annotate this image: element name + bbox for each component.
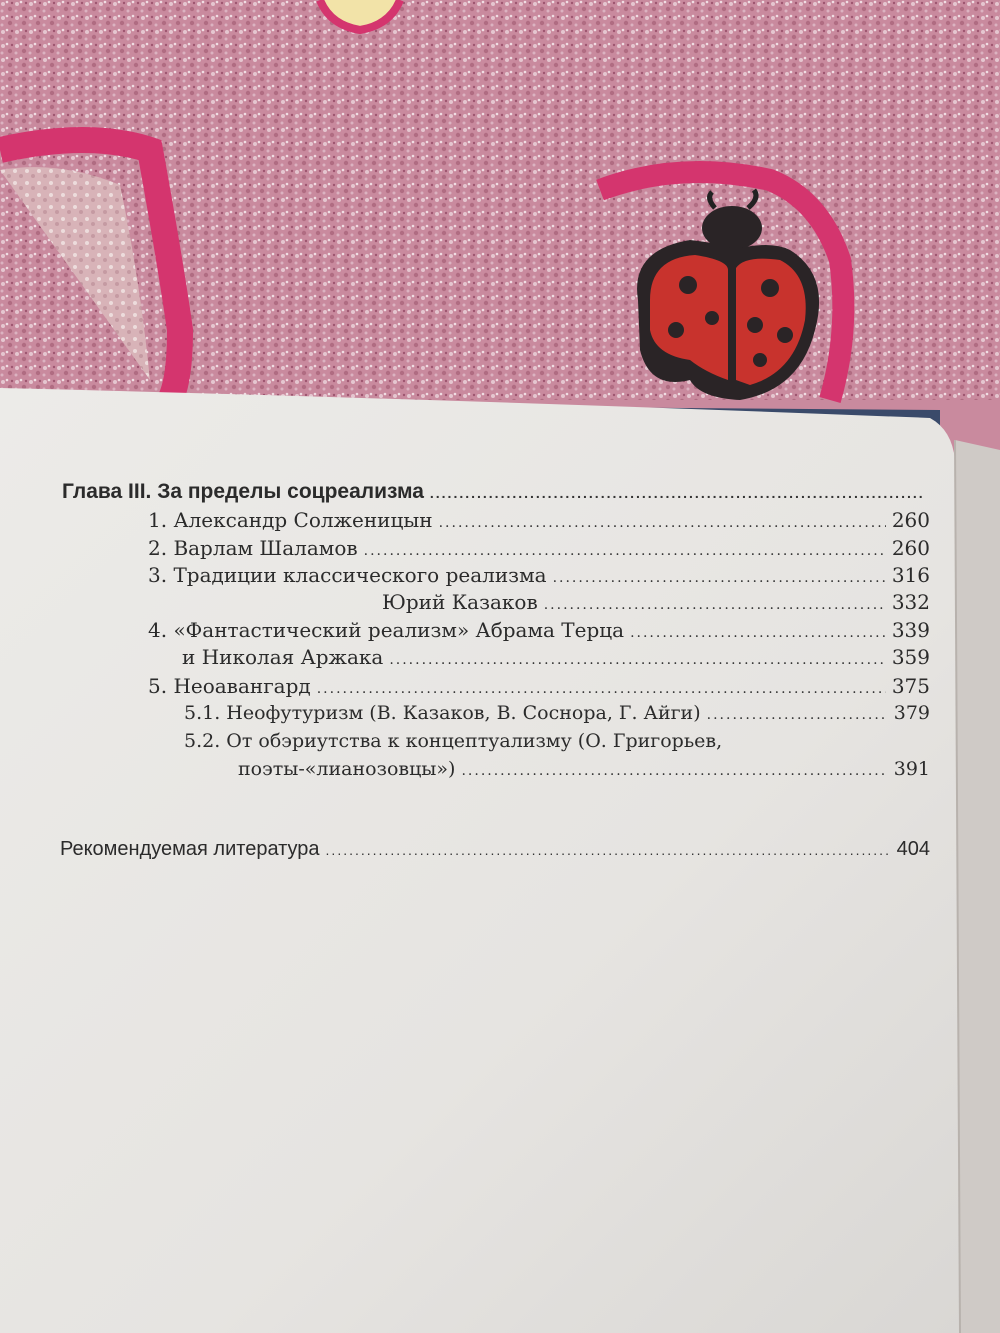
toc-item-page: 375 (891, 674, 930, 698)
toc-item (148, 563, 930, 587)
toc-item-label: 3. Традиции классического реализма (148, 563, 547, 587)
toc-item-page: 260 (891, 508, 930, 532)
toc-item (148, 674, 930, 698)
toc-item (148, 508, 930, 532)
toc-item-label: 5.2. От обэриутства к концептуализму (О. Григорьев, (184, 730, 723, 752)
toc-leader (707, 707, 888, 723)
toc-item-label: 5. Неоавангард (148, 674, 311, 698)
toc-leader (317, 681, 886, 697)
toc-item-label: 1. Александр Солженицын (148, 508, 433, 532)
toc-item-page: 359 (891, 645, 930, 669)
toc-leader (430, 485, 922, 501)
toc-leader (544, 597, 886, 613)
toc-item (184, 730, 930, 752)
toc-item (182, 645, 930, 669)
toc-item (184, 702, 930, 724)
toc-leader (553, 570, 886, 586)
toc-leader (461, 763, 887, 779)
toc-item-page: 379 (893, 702, 930, 724)
toc-item-label: 4. «Фантастический реализм» Абрама Терца (148, 618, 625, 642)
toc-chapter (62, 480, 928, 504)
toc-item-label: Юрий Казаков (382, 590, 538, 614)
toc-leader (630, 625, 886, 641)
toc-recommended (60, 838, 930, 861)
toc-item-page: 332 (891, 590, 930, 614)
toc-item (148, 618, 930, 642)
toc-recommended-label: Рекомендуемая литература (60, 838, 320, 860)
toc-item-page: 339 (891, 618, 930, 642)
toc-recommended-page: 404 (896, 838, 930, 860)
toc-item-page: 260 (891, 536, 930, 560)
toc-item-label: 5.1. Неофутуризм (В. Казаков, В. Соснора, Г. Айги) (184, 702, 701, 724)
toc-item (382, 590, 930, 614)
toc-item-page: 316 (891, 563, 930, 587)
toc-item-page: 391 (893, 758, 930, 780)
toc-item (238, 758, 930, 780)
toc-item-label: 2. Варлам Шаламов (148, 536, 358, 560)
toc-item-label: и Николая Аржака (182, 645, 384, 669)
toc-leader (326, 842, 891, 858)
toc-chapter-label: Глава III. За пределы соцреализма (62, 480, 424, 503)
toc-item (148, 536, 930, 560)
toc-leader (364, 543, 886, 559)
toc-leader (389, 652, 886, 668)
next-page-edge (955, 440, 1000, 1333)
toc-item-label: поэты-«лианозовцы») (238, 758, 456, 780)
toc-leader (439, 515, 886, 531)
